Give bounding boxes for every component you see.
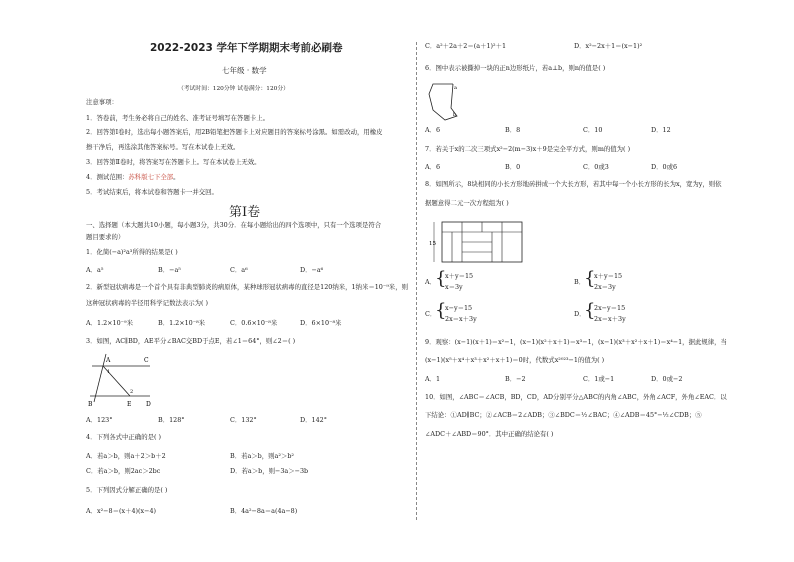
q5-stem: 5．下列因式分解正确的是( ) [86,486,168,494]
page-title: 2022-2023 学年下学期期末考前必刷卷 [150,42,343,54]
section-intro: 一、选择题（本大题共10小题，每小题3分，共30分．在每小题给出的四个选项中，只有一个选项是符合 [86,221,382,229]
label-b: b [453,112,457,118]
q7-option-d: D．0或6 [651,163,678,171]
q8-option-a-eq2: x＝3y [445,283,463,291]
q3-figure [86,352,166,408]
line-ab [94,354,106,402]
q7-option-c: C．0或3 [583,163,609,171]
note-4 [86,173,180,181]
note-4-end: 。 [173,173,180,181]
label-e: E [127,401,132,408]
angle-2: 2 [130,389,134,395]
note-5: 5．考试结束后，将本试卷和答题卡一并交回。 [86,188,218,196]
q9-stem-2: (x−1)(x⁵＋x⁴＋x³＋x²＋x＋1)＝0时，代数式x²⁰²³−1的值为( ) [425,356,605,364]
q7-option-a: A．6 [425,163,441,171]
q4-stem: 4．下列各式中正确的是( ) [86,433,161,441]
q6-option-b: B．8 [505,126,521,134]
q4-option-d: D．若a＞b，则−3a＞−3b [230,467,309,475]
q8-option-c-letter: C． [425,310,437,318]
q9-stem: 9．观察：(x−1)(x＋1)＝x²−1，(x−1)(x²＋x＋1)＝x³−1，(x−1)(x³＋x²＋x＋1)＝x⁴−1，据此规律，当 [425,338,727,346]
q1-stem: 1．化简(−a)²a³所得的结果是( ) [86,248,178,256]
column-divider [416,42,417,520]
q9-option-c: C．1或−1 [583,375,615,383]
q8-option-d-eq1: 2x−y＝15 [594,304,626,312]
q8-option-d-eq2: 2x＝x＋3y [594,315,626,323]
q4-option-b: B．若a＞b，则a²＞b² [230,452,294,460]
q6-option-c: C．10 [583,126,603,134]
brace-icon: { [584,268,596,289]
q10-stem: 10．如图，∠ABC＝∠ACB，BD，CD，AD分别平分△ABC的内角∠ABC，外角∠ACF，外角∠EAC．以 [425,393,727,401]
q8-option-a-letter: A． [425,278,437,286]
q3-option-b: B．128° [158,416,185,424]
q3-option-d: D．142° [300,416,327,424]
label-a: A [106,357,111,364]
brace-icon: { [584,300,596,321]
label-c: C [144,357,149,364]
q6-stem: 6．图中表示被撕掉一块的正n边形纸片，若a⊥b，则n的值是( ) [425,64,606,72]
q9-option-d: D．0或−2 [651,375,683,383]
q6-option-a: A．6 [425,126,441,134]
q9-option-a: A．1 [425,375,441,383]
q6-figure [427,80,467,124]
brace-icon: { [435,268,447,289]
q8-stem-2: 据题意得二元一次方程组为( ) [425,199,509,207]
q2-option-c: C．0.6×10⁻⁸米 [230,319,278,327]
q8-option-c-eq1: x−y＝15 [445,304,473,312]
q1-option-d: D．−a⁶ [300,266,324,274]
brace-icon: { [435,300,447,321]
exam-info: （考试时间：120分钟 试卷满分：120分） [178,86,289,92]
q8-option-b-eq1: x＋y＝15 [594,272,623,280]
q8-option-b-letter: B． [574,278,586,286]
q2-stem: 2．新型冠状病毒是一个首个具有非典型肺炎的病原体，某种球形冠状病毒的直径是120纳米，1纳米＝10⁻⁹米，则 [86,283,408,291]
q2-option-b: B．1.2×10⁻⁸米 [158,319,206,327]
page-subtitle: 七年级 · 数学 [222,66,267,75]
dim-label: 15 [429,241,436,247]
angle-1: 1 [107,369,111,375]
q2-stem-2: 这种冠状病毒的半径用科学记数法表示为( ) [86,299,209,307]
q8-option-a-eq1: x＋y＝15 [445,272,474,280]
q5-option-c: C．a²＋2a＋2＝(a＋1)²＋1 [425,42,507,50]
q1-option-c: C．a⁶ [230,266,248,274]
section-intro-2: 题目要求的） [86,233,125,241]
q3-option-c: C．132° [230,416,257,424]
q8-stem: 8．如图所示，8块相同的小长方形地砖拼成一个大长方形，若其中每一个小长方形的长为x，宽为y，则依 [425,180,722,188]
q7-stem: 7．若关于x的二次三项式x²−2(m−3)x＋9是完全平方式，则m的值为( ) [425,145,631,153]
note-4-label: 4．测试范围： [86,173,129,181]
q7-option-b: B．0 [505,163,521,171]
q8-figure [428,218,528,266]
q8-option-c-eq2: 2x＝x＋3y [445,315,477,323]
note-2: 2．回答第Ⅰ卷时，选出每小题答案后，用2B铅笔把答题卡上对应题目的答案标号涂黑。如需改动，用橡皮 [86,128,383,136]
q1-option-a: A．a⁵ [86,266,104,274]
q10-stem-2: 下结论：①AD∥BC；②∠ACB＝2∠ADB；③∠BDC＝½∠BAC；④∠ADB＝45°−½∠CDB；⑤ [425,411,702,419]
q9-option-b: B．−2 [505,375,526,383]
q2-option-d: D．6×10⁻⁸米 [300,319,342,327]
label-b: B [88,401,93,408]
q2-option-a: A．1.2×10⁻⁹米 [86,319,133,327]
q8-option-b-eq2: 2x＝3y [594,283,616,291]
test-scope: 苏科版七下全部 [128,173,174,181]
note-3: 3．回答第Ⅱ卷时，将答案写在答题卡上。写在本试卷上无效。 [86,158,261,166]
q1-option-b: B．−a⁵ [158,266,181,274]
section-heading: 第Ⅰ卷 [229,204,261,219]
q6-option-d: D．12 [651,126,671,134]
label-a: a [454,85,457,91]
q3-option-a: A．123° [86,416,113,424]
notes-heading: 注意事项： [86,98,118,106]
q8-option-d-letter: D． [574,310,586,318]
q5-option-b: B．4a²−8a＝a(4a−8) [230,507,298,515]
q4-option-a: A．若a＞b，则a＋2＞b＋2 [86,452,166,460]
q5-option-a: A．x²−8＝(x＋4)(x−4) [86,507,157,515]
q4-option-c: C．若a＞b，则2ac＞2bc [86,467,161,475]
q3-stem: 3．如图，AC∥BD，AE平分∠BAC交BD于点E，若∠1＝64°，则∠2＝( ) [86,337,296,345]
label-d: D [146,401,151,408]
note-1: 1．答卷前，考生务必将自己的姓名、准考证号填写在答题卡上。 [86,114,270,122]
q5-option-d: D．x²−2x＋1＝(x−1)² [574,42,643,50]
note-2-cont: 擦干净后，再选涂其他答案标号。写在本试卷上无效。 [86,143,240,151]
q10-stem-3: ∠ADC＋∠ABD＝90°．其中正确的结论有( ) [425,430,554,438]
